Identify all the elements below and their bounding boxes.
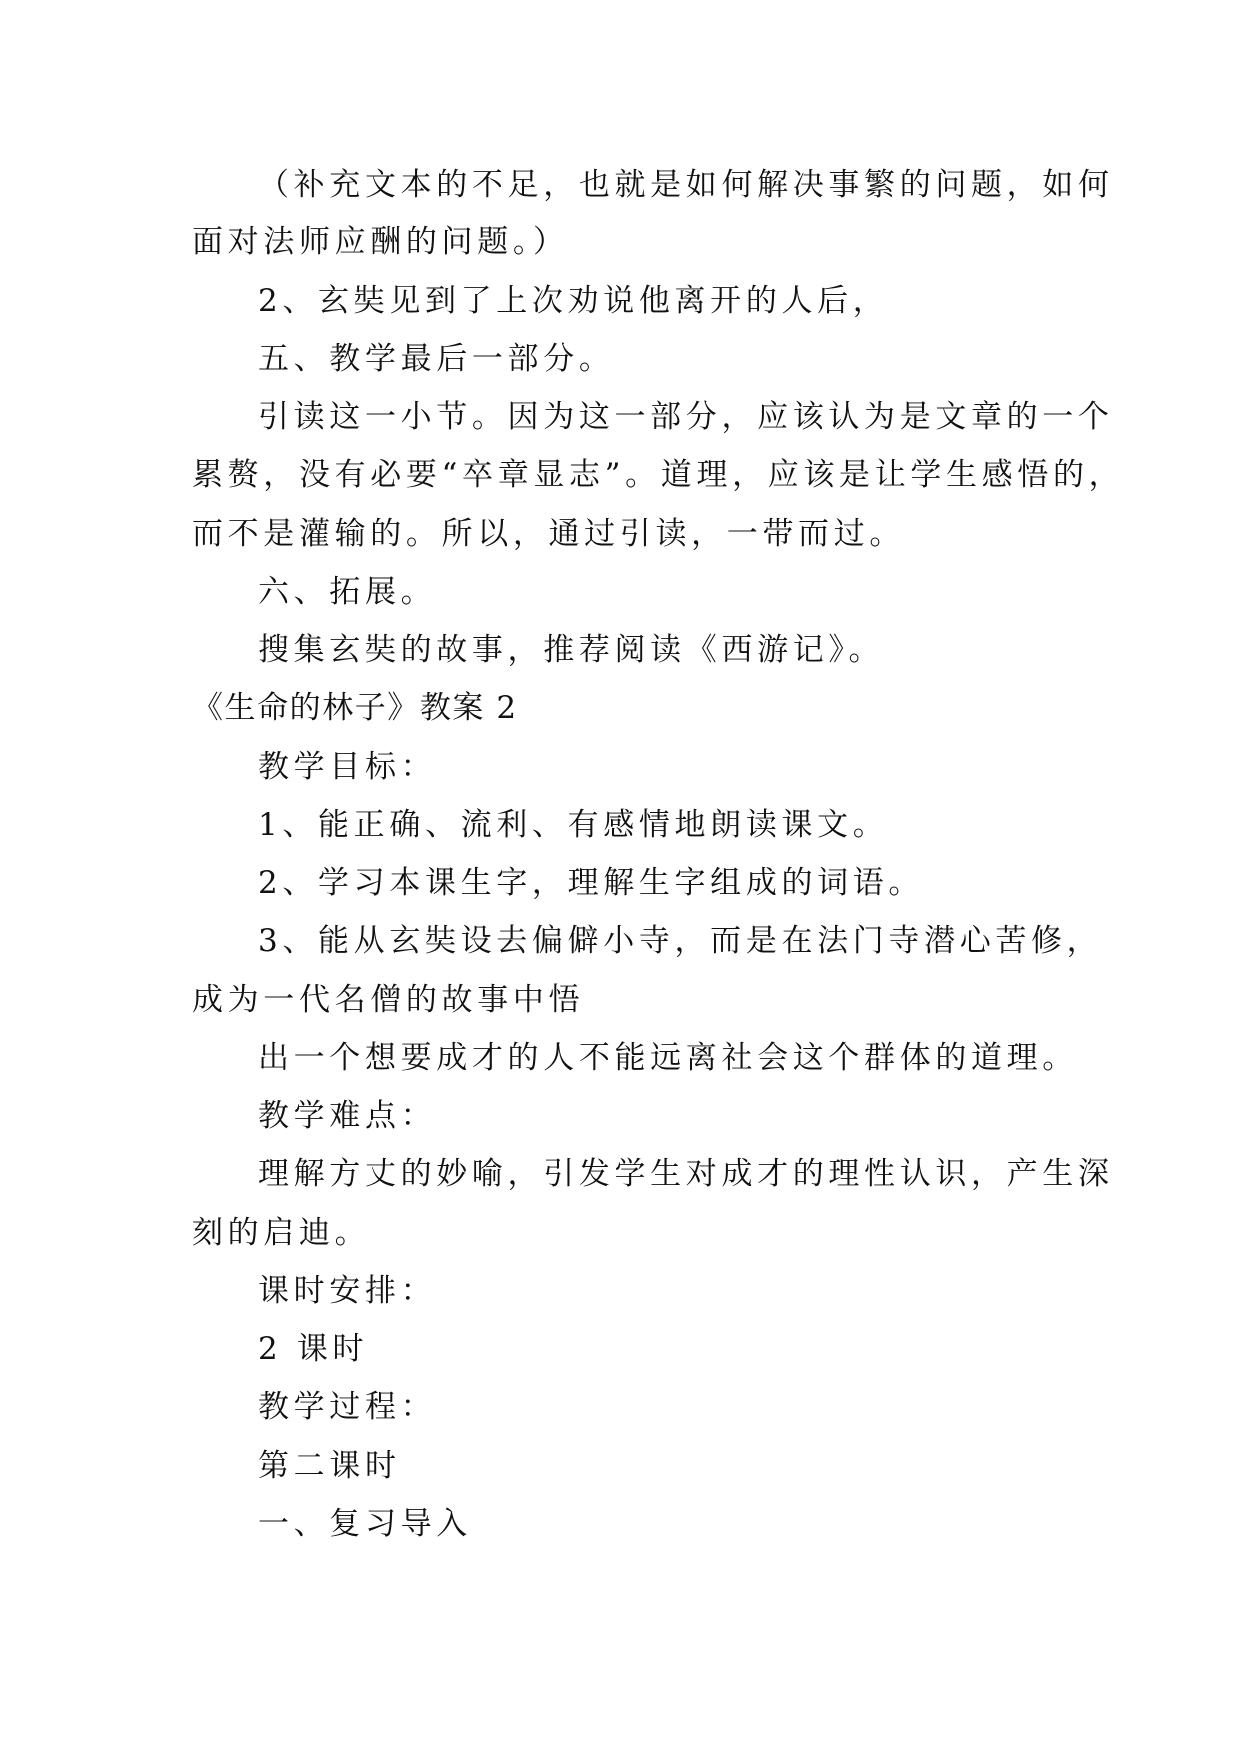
text-line: 第二课时 xyxy=(258,1448,401,1484)
text-line: （补充文本的不足，也就是如何解决事繁的问题，如何 xyxy=(258,167,1114,203)
text-line: 2 课时 xyxy=(258,1331,369,1367)
text-line: 教学难点： xyxy=(258,1098,437,1134)
text-line: 1、能正确、流利、有感情地朗读课文。 xyxy=(258,807,889,843)
text-line: 累赘，没有必要“卒章显志”。道理，应该是让学生感悟的， xyxy=(192,457,1125,493)
text-line: 面对法师应酬的问题。） xyxy=(192,224,569,260)
text-line: 2、学习本课生字，理解生字组成的词语。 xyxy=(258,865,925,901)
text-line: 成为一代名僧的故事中悟 xyxy=(192,982,585,1018)
text-line: 课时安排： xyxy=(258,1273,437,1309)
text-line: 搜集玄奘的故事，推荐阅读《西游记》。 xyxy=(258,632,885,668)
text-line: 刻的启迪。 xyxy=(192,1215,371,1251)
text-line: 而不是灌输的。所以，通过引读，一带而过。 xyxy=(192,516,905,552)
section-heading: 《生命的林子》教案 2 xyxy=(192,690,518,726)
text-line: 理解方丈的妙喻，引发学生对成才的理性认识，产生深 xyxy=(258,1156,1114,1192)
text-line: 教学过程： xyxy=(258,1389,437,1425)
text-line: 六、拓展。 xyxy=(258,574,437,610)
text-line: 出一个想要成才的人不能远离社会这个群体的道理。 xyxy=(258,1040,1078,1076)
text-line: 2、玄奘见到了上次劝说他离开的人后， xyxy=(258,283,889,319)
text-line: 一、复习导入 xyxy=(258,1506,472,1542)
text-line: 教学目标： xyxy=(258,749,437,785)
text-line: 引读这一小节。因为这一部分，应该认为是文章的一个 xyxy=(258,399,1114,435)
text-line: 五、教学最后一部分。 xyxy=(258,341,615,377)
text-line: 3、能从玄奘设去偏僻小寺，而是在法门寺潜心苦修， xyxy=(258,923,1103,959)
